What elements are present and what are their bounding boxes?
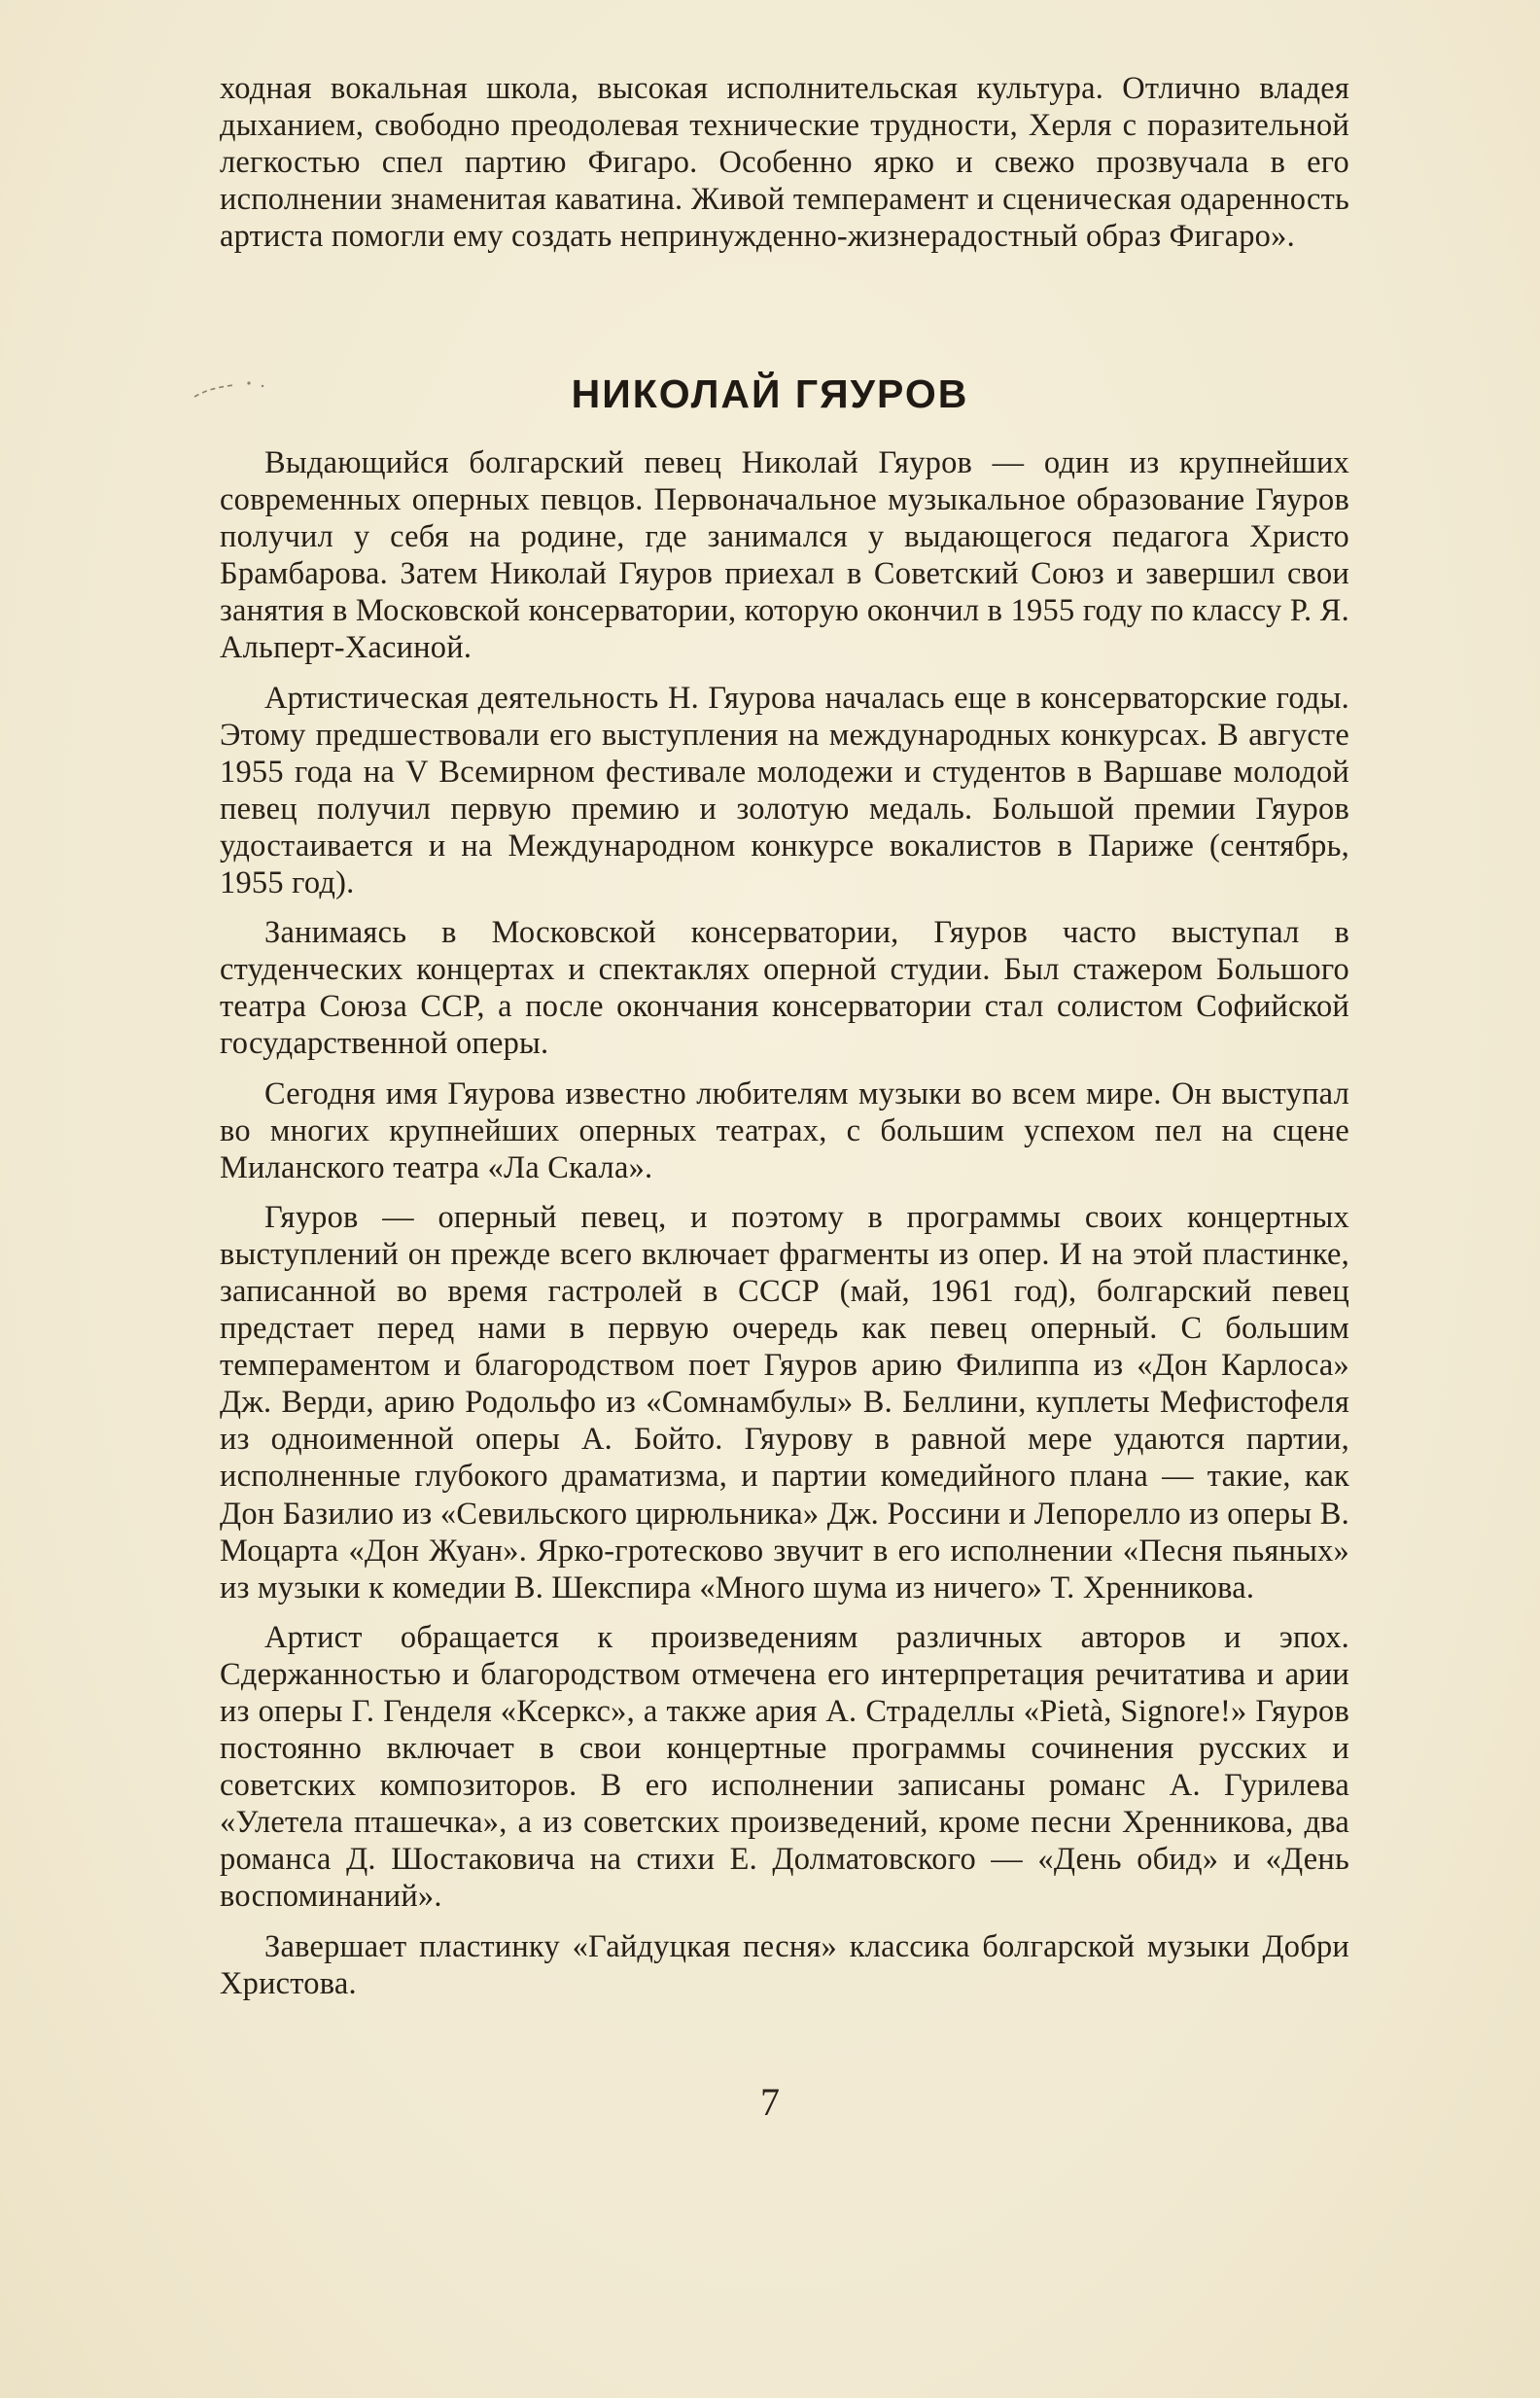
page-number: 7 bbox=[760, 2080, 780, 2124]
body-paragraph-1: Выдающийся болгарский певец Николай Гяуров — один из крупнейших современных оперных певцов. Первоначальное музыкальное образование Гяуров получил у себя на родине, где занимался у выдающегося педагога Христо Брамбарова. Затем Николай Гяуров приехал в Советский Союз и завершил свои занятия в Московской консерватории, которую окончил в 1955 году по классу Р. Я. Альперт-Хасиной. bbox=[220, 445, 1349, 666]
body-paragraph-7: Завершает пластинку «Гайдуцкая песня» классика болгарской музыки Добри Христова. bbox=[220, 1928, 1349, 2001]
intro-paragraph: ходная вокальная школа, высокая исполнительская культура. Отлично владея дыханием, свободно преодолевая технические трудности, Херля с поразительной легкостью спел партию Фигаро. Особенно ярко и свежо прозвучала в его исполнении знаменитая каватина. Живой темперамент и сценическая одаренность артиста помогли ему создать непринужденно-жизнерадостный образ Фигаро». bbox=[220, 71, 1349, 255]
body-paragraph-3: Занимаясь в Московской консерватории, Гяуров часто выступал в студенческих концертах и спектаклях оперной студии. Был стажером Большого театра Союза ССР, а после окончания консерватории стал солистом Софийской государственной оперы. bbox=[220, 915, 1349, 1062]
body-paragraph-5: Гяуров — оперный певец, и поэтому в программы своих концертных выступлений он прежде всего включает фрагменты из опер. И на этой пластинке, записанной во время гастролей в СССР (май, 1961 год), болгарский певец предстает перед нами в первую очередь как певец оперный. С большим темпераментом и благородством поет Гяуров арию Филиппа из «Дон Карлоса» Дж. Верди, арию Родольфо из «Сомнамбулы» В. Беллини, куплеты Мефистофеля из одноименной оперы А. Бойто. Гяурову в равной мере удаются партии, исполненные глубокого драматизма, и партии комедийного плана — такие, как Дон Базилио из «Севильского цирюльника» Дж. Россини и Лепорелло из оперы В. Моцарта «Дон Жуан». Ярко-гротесково звучит в его исполнении «Песня пьяных» из музыки к комедии В. Шекспира «Много шума из ничего» Т. Хренникова. bbox=[220, 1199, 1349, 1605]
body-paragraph-6: Артист обращается к произведениям различных авторов и эпох. Сдержанностью и благородством отмечена его интерпретация речитатива и арии из оперы Г. Генделя «Ксеркс», а также ария А. Страделлы «Pietà, Signore!» Гяуров постоянно включает в свои концертные программы сочинения русских и советских композиторов. В его исполнении записаны романс А. Гурилева «Улетела пташечка», а из советских произведений, кроме песни Хренникова, два романса Д. Шостаковича на стихи Е. Долматовского — «День обид» и «День воспоминаний». bbox=[220, 1619, 1349, 1915]
intro-text-block bbox=[220, 70, 1349, 255]
body-paragraph-4: Сегодня имя Гяурова известно любителям музыки во всем мире. Он выступал во многих крупнейших оперных театрах, с большим успехом пел на сцене Миланского театра «Ла Скала». bbox=[220, 1076, 1349, 1185]
article-body bbox=[220, 444, 1349, 2015]
body-paragraph-2: Артистическая деятельность Н. Гяурова началась еще в консерваторские годы. Этому предшествовали его выступления на международных конкурсах. В августе 1955 года на V Всемирном фестивале молодежи и студентов в Варшаве молодой певец получил первую премию и золотую медаль. Большой премии Гяуров удостаивается и на Международном конкурсе вокалистов в Париже (сентябрь, 1955 год). bbox=[220, 680, 1349, 901]
article-title: НИКОЛАЙ ГЯУРОВ bbox=[571, 371, 969, 416]
